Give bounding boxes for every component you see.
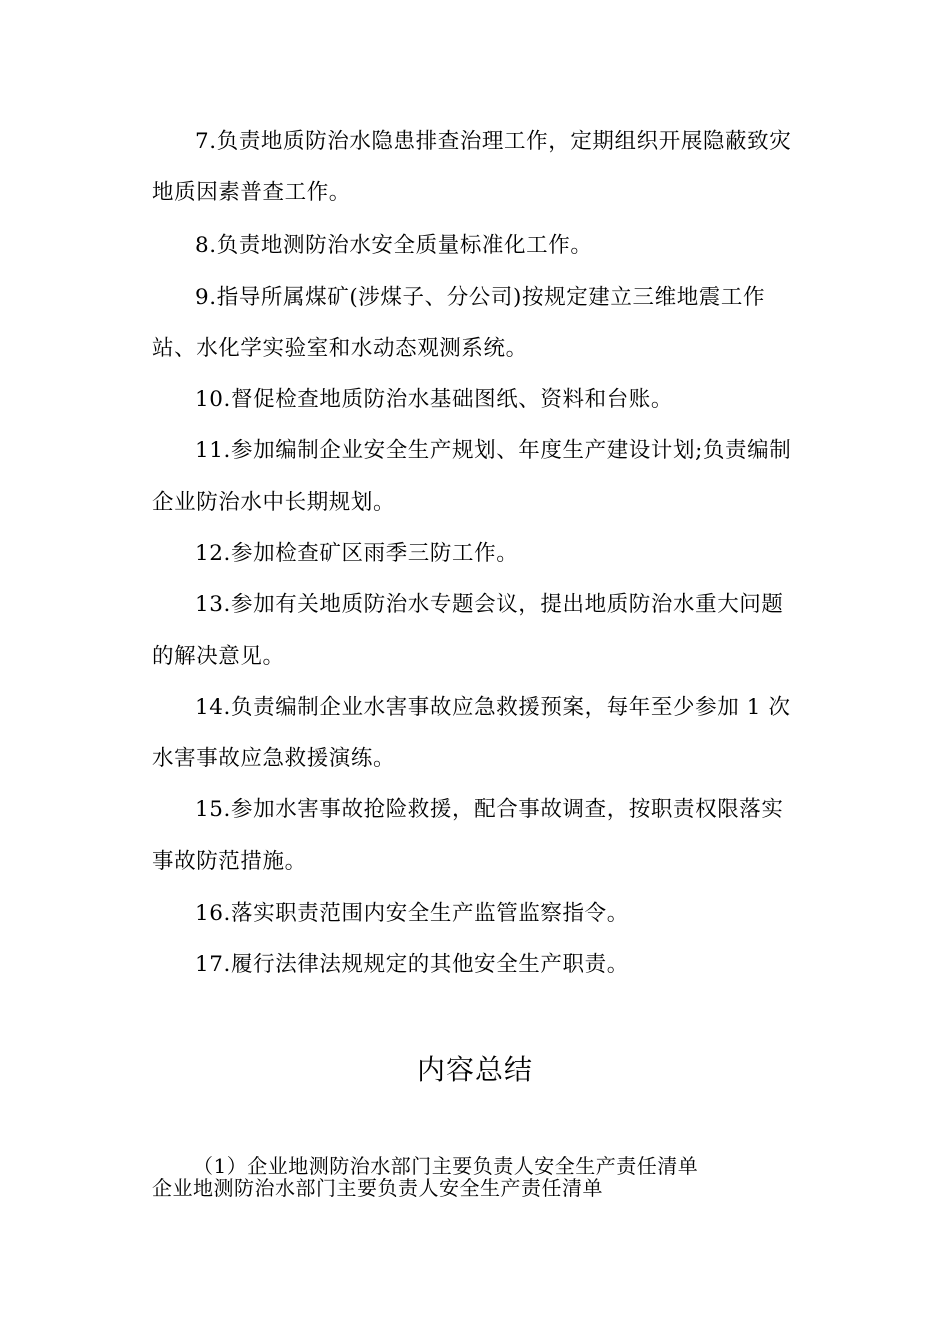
item-16: 16.落实职责范围内安全生产监管监察指令。: [195, 901, 629, 926]
item-7-line-2: 地质因素普查工作。: [152, 180, 351, 205]
item-11-line-1: 11.参加编制企业安全生产规划、年度生产建设计划;负责编制: [195, 438, 792, 463]
item-15-line-2: 事故防范措施。: [152, 849, 307, 874]
summary-line-1: （1）企业地测防治水部门主要负责人安全生产责任清单: [193, 1154, 699, 1178]
item-14-line-2: 水害事故应急救援演练。: [152, 746, 396, 771]
item-13-line-1: 13.参加有关地质防治水专题会议，提出地质防治水重大问题: [195, 592, 784, 617]
item-7-line-1: 7.负责地质防治水隐患排查治理工作，定期组织开展隐蔽致灾: [195, 129, 792, 154]
item-10: 10.督促检查地质防治水基础图纸、资料和台账。: [195, 387, 673, 412]
item-9-line-2: 站、水化学实验室和水动态观测系统。: [152, 336, 528, 361]
item-11-line-2: 企业防治水中长期规划。: [152, 490, 396, 515]
item-8: 8.负责地测防治水安全质量标准化工作。: [195, 233, 593, 258]
item-12: 12.参加检查矿区雨季三防工作。: [195, 541, 519, 566]
item-9-line-1: 9.指导所属煤矿(涉煤子、分公司)按规定建立三维地震工作: [195, 285, 766, 310]
summary-line-2: 企业地测防治水部门主要负责人安全生产责任清单: [152, 1176, 603, 1200]
item-17: 17.履行法律法规规定的其他安全生产职责。: [195, 952, 629, 977]
item-14-line-1: 14.负责编制企业水害事故应急救援预案，每年至少参加 1 次: [195, 695, 791, 720]
summary-title: 内容总结: [416, 1053, 533, 1086]
item-13-line-2: 的解决意见。: [152, 644, 285, 669]
item-15-line-1: 15.参加水害事故抢险救援，配合事故调查，按职责权限落实: [195, 797, 784, 822]
